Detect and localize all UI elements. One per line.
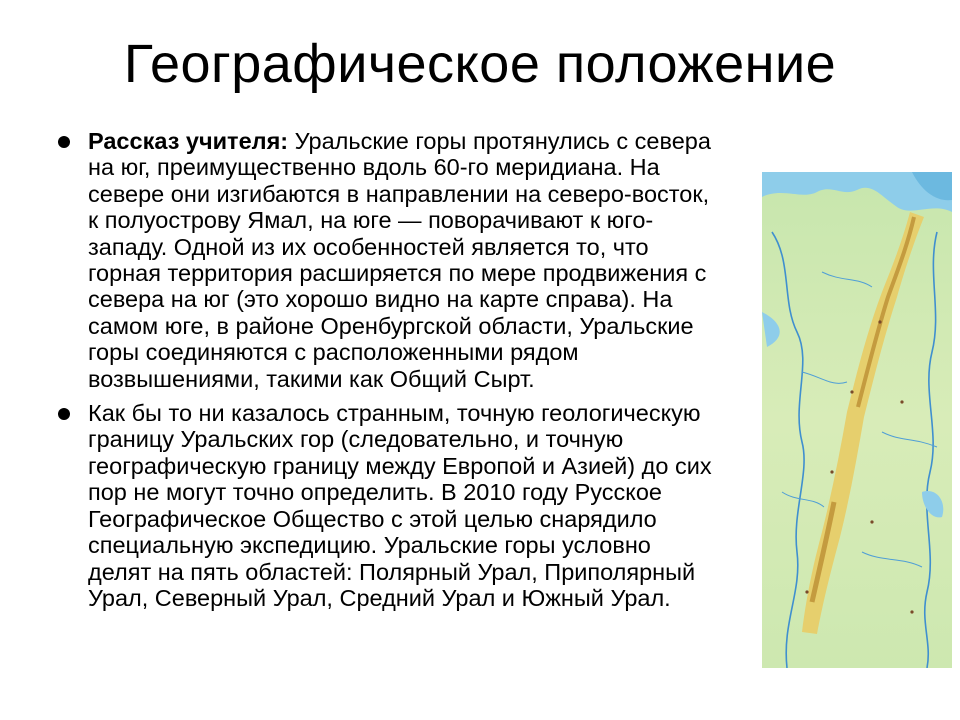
bullet-item-border <box>58 400 718 611</box>
ural-map-image <box>762 172 952 668</box>
bullet-list <box>58 128 718 619</box>
bullet-text: Уральские горы протянулись с севера на юг, преимущественно вдоль 60-го меридиана. На севере они изгибаются в направлении на северо-восток, к полуострову Ямал, на юге — поворачивают к юго-западу. Одной из их особенностей является то, что горная территория расширяется по мере продвижения с севера на юг (это хорошо видно на карте справа). На самом юге, в районе Оренбургской области, Уральские горы соединяются с расположенными рядом возвышениями, такими как Общий Сырт. <box>88 128 711 392</box>
bullet-marker-icon <box>58 408 70 420</box>
bullet-text: Как бы то ни казалось странным, точную геологическую границу Уральских гор (следовательно, и точную географическую границу между Европой и Азией) до сих пор не могут точно определить. В 2010 году Русское Географическое Общество с этой целью снарядило специальную экспедицию. Уральские горы условно делят на пять областей: Полярный Урал, Приполярный Урал, Северный Урал, Средний Урал и Южный Урал. <box>88 400 712 611</box>
bullet-item-teacher-story <box>58 128 718 392</box>
bullet-lead: Рассказ учителя: <box>88 128 289 154</box>
map-illustration <box>762 172 952 668</box>
slide-title: Географическое положение <box>123 34 837 94</box>
bullet-marker-icon <box>58 136 70 148</box>
